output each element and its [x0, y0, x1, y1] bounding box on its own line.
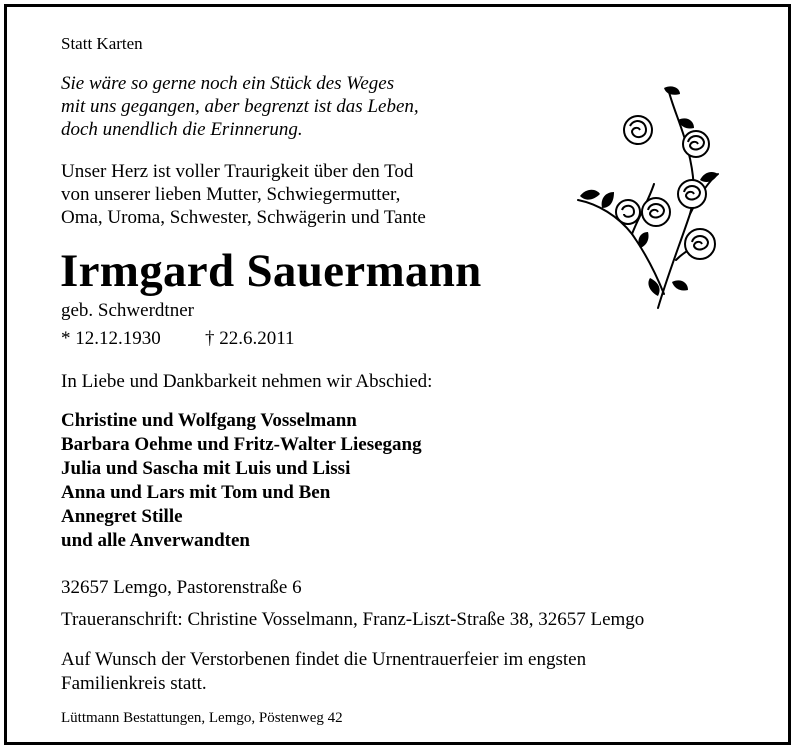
mourner-line: Annegret Stille [61, 506, 183, 527]
mourning-address: Traueranschrift: Christine Vosselmann, Franz-Liszt-Straße 38, 32657 Lemgo [61, 609, 645, 630]
mourner-line: Julia und Sascha mit Luis und Lissi [61, 458, 351, 479]
intro-line: von unserer lieben Mutter, Schwiegermutter, [61, 184, 401, 205]
poem-line: doch unendlich die Erinnerung. [61, 119, 303, 140]
farewell-text: In Liebe und Dankbarkeit nehmen wir Abschied: [61, 371, 433, 392]
ceremony-line: Familienkreis statt. [61, 673, 207, 694]
mourner-line: Barbara Oehme und Fritz-Walter Liesegang [61, 434, 422, 455]
maiden-name: geb. Schwerdtner [61, 300, 194, 321]
address: 32657 Lemgo, Pastorenstraße 6 [61, 577, 302, 598]
rose-branch-icon [572, 84, 722, 310]
header-statt-karten: Statt Karten [61, 34, 143, 53]
mourner-line: und alle Anverwandten [61, 530, 250, 551]
deceased-name: Irmgard Sauermann [60, 245, 482, 297]
poem-line: Sie wäre so gerne noch ein Stück des Weges [61, 73, 395, 94]
funeral-home: Lüttmann Bestattungen, Lemgo, Pöstenweg 42 [61, 710, 343, 726]
birth-date: * 12.12.1930 [61, 328, 161, 349]
ceremony-line: Auf Wunsch der Verstorbenen findet die Urnentrauerfeier im engsten [61, 649, 587, 670]
intro-line: Oma, Uroma, Schwester, Schwägerin und Tante [61, 207, 426, 228]
death-date: † 22.6.2011 [205, 328, 295, 349]
mourner-line: Christine und Wolfgang Vosselmann [61, 410, 357, 431]
intro-line: Unser Herz ist voller Traurigkeit über den Tod [61, 161, 414, 182]
mourner-line: Anna und Lars mit Tom und Ben [61, 482, 331, 503]
poem-line: mit uns gegangen, aber begrenzt ist das Leben, [61, 96, 419, 117]
